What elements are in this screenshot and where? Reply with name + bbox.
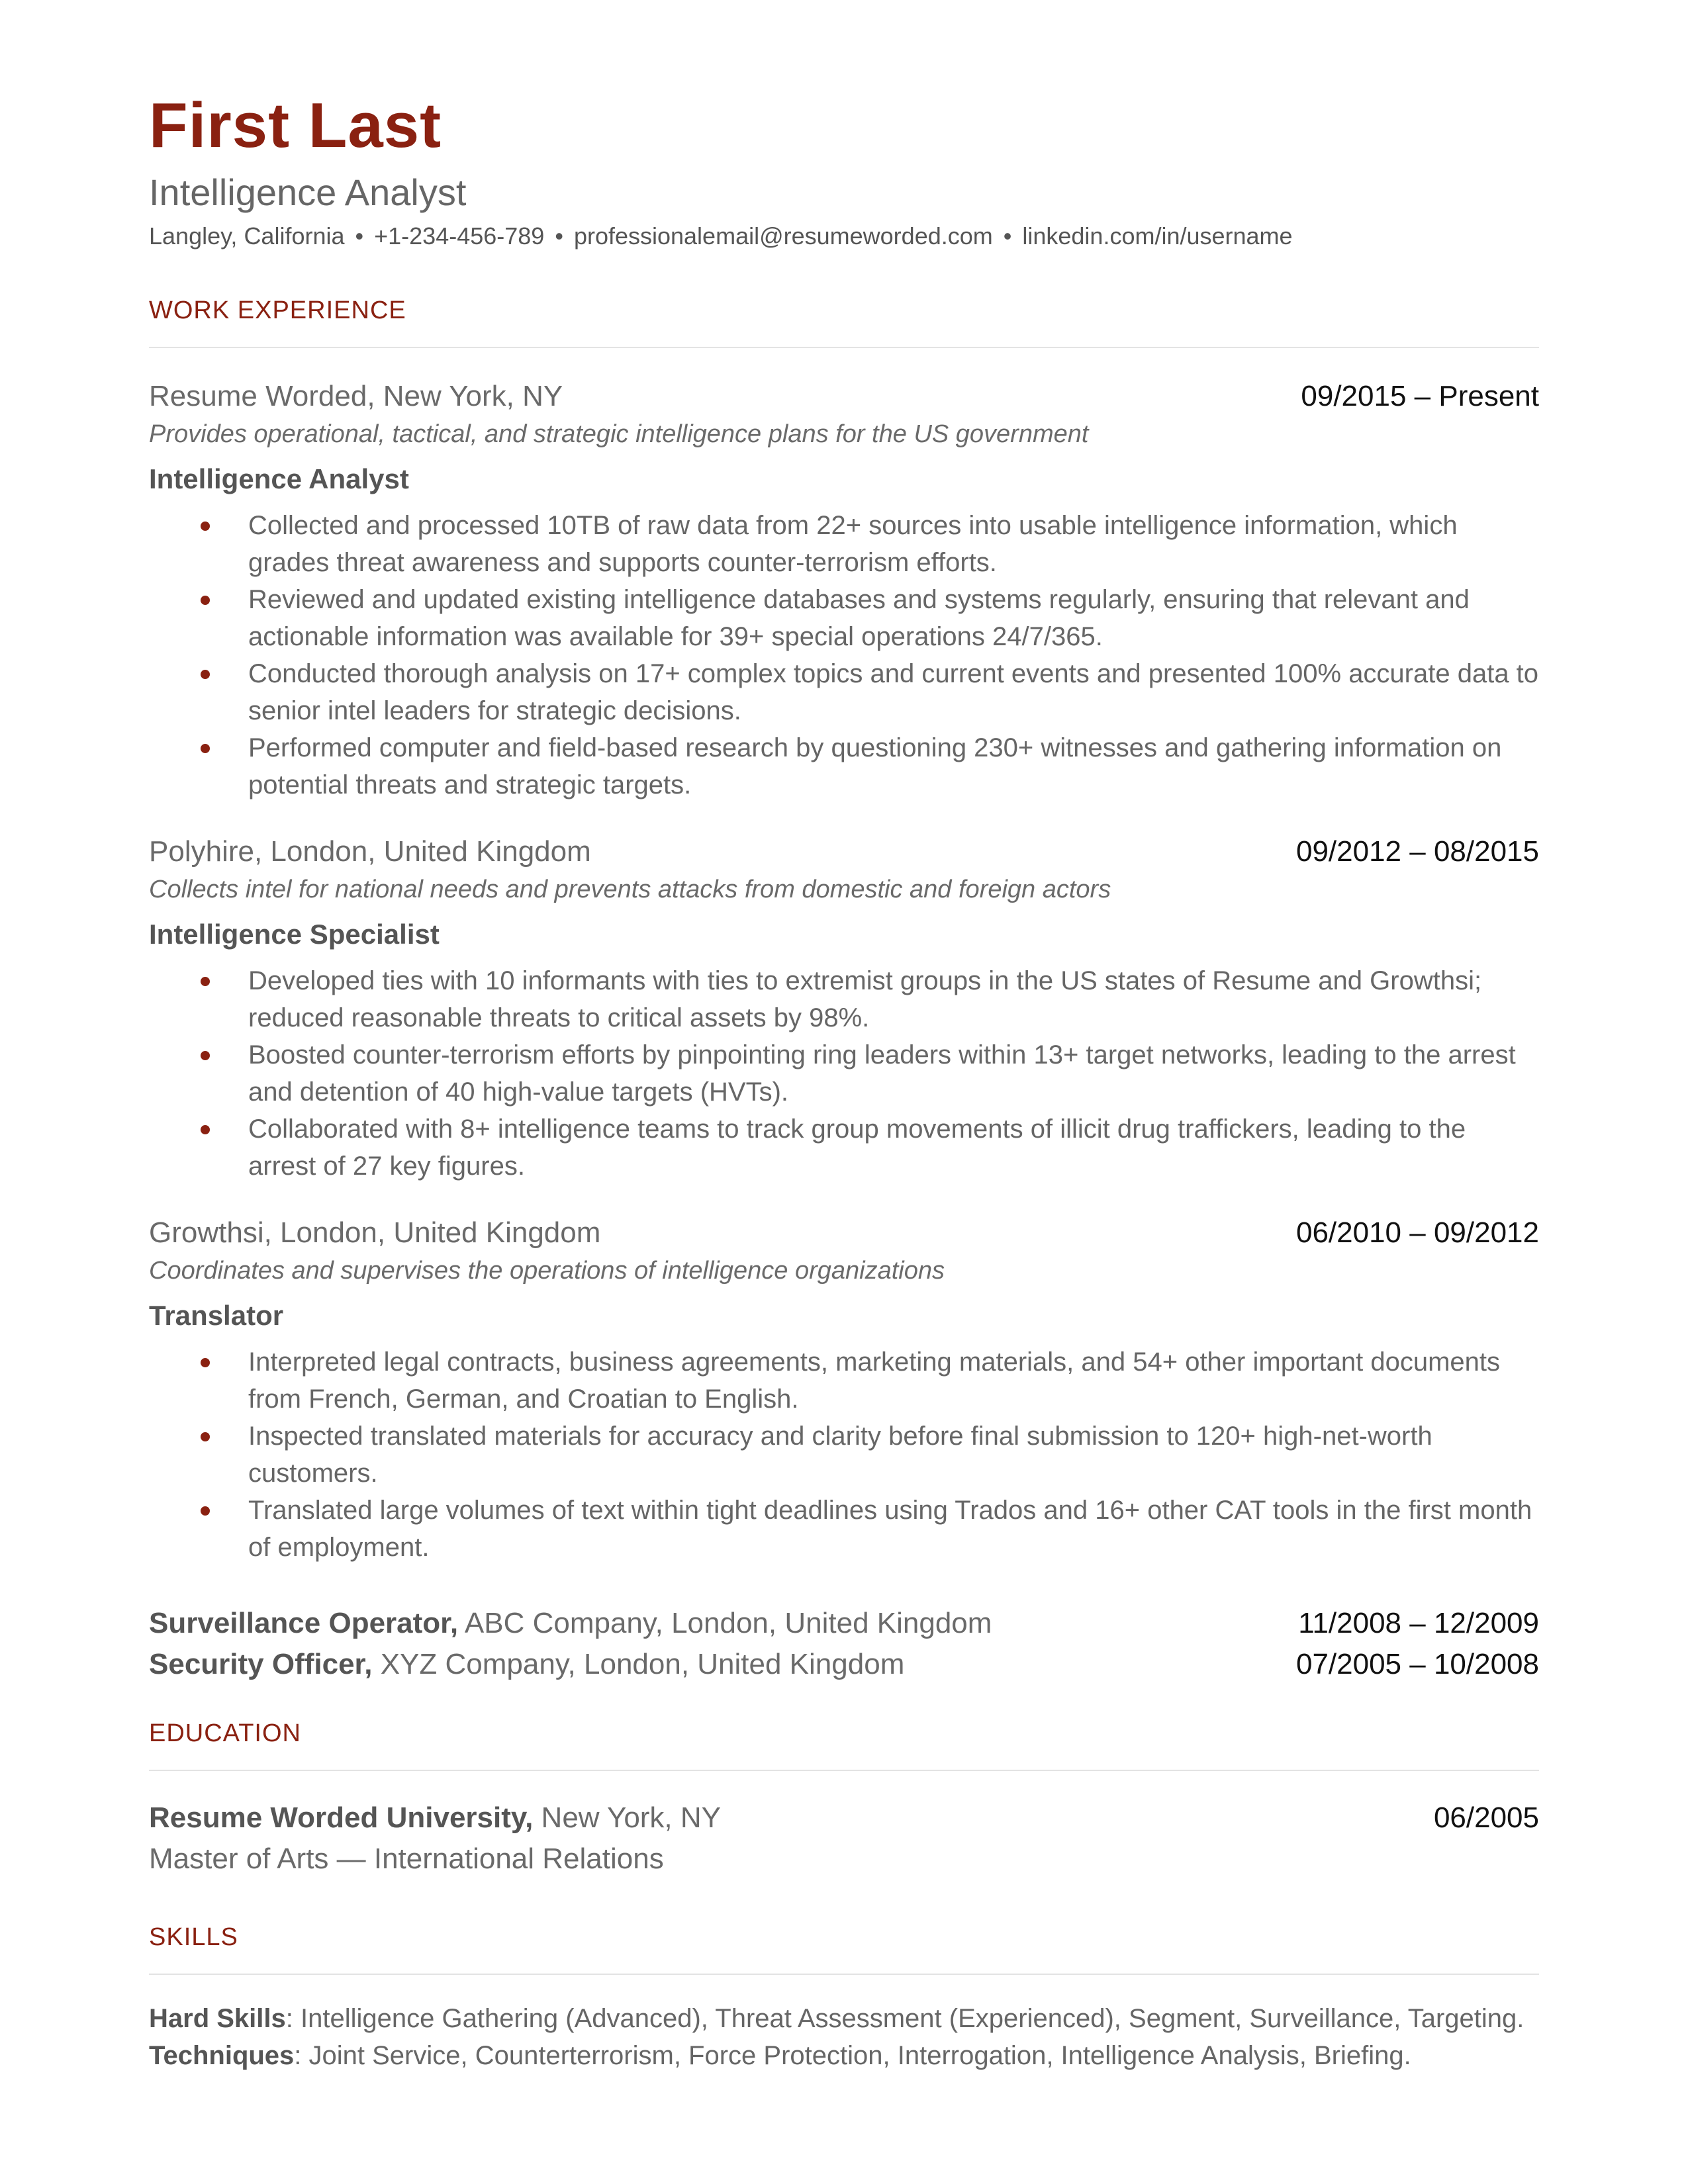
techniques-line [149,2037,1539,2074]
job-bullet-text: Conducted thorough analysis on 17+ complex topics and current events and presented 100% accurate data to senior intel leaders for strategic decisions. [248,659,1539,725]
techniques-text: : Joint Service, Counterterrorism, Force Protection, Interrogation, Intelligence Analysis, Briefing. [294,2041,1411,2070]
bullet-dot-icon [201,1125,210,1134]
job-description: Collects intel for national needs and prevents attacks from domestic and foreign actors [149,876,1111,903]
job-title: Translator [149,1300,284,1331]
bullet-dot-icon [201,744,210,753]
job-entry [149,377,1539,803]
education-school: Resume Worded University, [149,1801,534,1834]
job-description: Coordinates and supervises the operations of intelligence organizations [149,1257,945,1285]
short-job-dates: 11/2008 – 12/2009 [1298,1607,1539,1639]
job-bullets [149,962,1539,1185]
contact-separator: • [555,222,563,250]
skills-block [149,2000,1539,2074]
techniques-label: Techniques [149,2041,295,2070]
contact-linkedin[interactable]: linkedin.com/in/username [1022,222,1293,250]
section-divider [149,347,1539,348]
job-bullet [149,1418,1539,1492]
contact-separator: • [1003,222,1012,250]
job-bullet [149,1492,1539,1566]
job-bullet [149,1343,1539,1418]
bullet-dot-icon [201,670,210,679]
bullet-dot-icon [201,1358,210,1367]
job-bullet-text: Boosted counter-terrorism efforts by pinpointing ring leaders within 13+ target networks, leading to the arrest and detention of 40 high-value targets (HVTs). [248,1040,1516,1107]
job-bullet [149,581,1539,655]
contact-email[interactable]: professionalemail@resumeworded.com [573,222,993,250]
short-job-title: Surveillance Operator, [149,1607,459,1639]
section-divider [149,1770,1539,1771]
contact-separator: • [355,222,364,250]
candidate-role: Intelligence Analyst [149,171,467,213]
job-dates: 09/2015 – Present [1301,380,1539,412]
education-entry [149,1797,1539,1880]
job-bullet-text: Performed computer and field-based research by questioning 230+ witnesses and gathering information on potential threats and strategic targets. [248,733,1502,799]
bullet-dot-icon [201,1432,210,1441]
bullet-dot-icon [201,977,210,986]
job-bullet-text: Reviewed and updated existing intelligence databases and systems regularly, ensuring that relevant and actionable information was available for 39+ special operations 24/7/365. [248,585,1470,651]
job-title: Intelligence Analyst [149,463,409,494]
short-job-company: XYZ Company, London, United Kingdom [372,1648,905,1680]
job-bullet-text: Interpreted legal contracts, business agreements, marketing materials, and 54+ other important documents from French, German, and Croatian to English. [248,1347,1500,1414]
short-job-row [149,1603,1539,1644]
job-bullet-text: Collaborated with 8+ intelligence teams to track group movements of illicit drug traffickers, leading to the arrest of 27 key figures. [248,1115,1466,1181]
job-header-row [149,377,1539,416]
short-job-row [149,1644,1539,1685]
short-jobs-list [149,1603,1539,1685]
job-company: Polyhire, London, United Kingdom [149,835,591,868]
job-bullets [149,1343,1539,1566]
section-title-work: WORK EXPERIENCE [149,296,406,324]
hard-skills-text: : Intelligence Gathering (Advanced), Threat Assessment (Experienced), Segment, Surveillance, Targeting. [285,2004,1524,2033]
job-bullet-text: Developed ties with 10 informants with ties to extremist groups in the US states of Resume and Growthsi; reduced reasonable threats to critical assets by 98%. [248,966,1482,1032]
section-divider [149,1974,1539,1975]
education-degree: Master of Arts — International Relations [149,1843,664,1875]
job-bullet [149,1111,1539,1185]
hard-skills-label: Hard Skills [149,2004,286,2033]
bullet-dot-icon [201,596,210,605]
short-job-company: ABC Company, London, United Kingdom [458,1607,992,1639]
job-entry [149,833,1539,1185]
job-bullet [149,655,1539,729]
contact-phone: +1-234-456-789 [374,222,545,250]
resume-page [149,86,1539,2074]
job-dates: 09/2012 – 08/2015 [1295,835,1539,868]
bullet-dot-icon [201,1506,210,1516]
bullet-dot-icon [201,522,210,531]
contact-line [149,220,1539,253]
education-row [149,1797,1539,1839]
job-bullet [149,507,1539,581]
work-experience-list [149,377,1539,1566]
job-header-row [149,833,1539,871]
job-company: Resume Worded, New York, NY [149,380,563,412]
job-bullet-text: Translated large volumes of text within tight deadlines using Trados and 16+ other CAT tools in the first month of employment. [248,1496,1532,1562]
job-title: Intelligence Specialist [149,919,440,950]
candidate-name: First Last [149,90,442,161]
job-company: Growthsi, London, United Kingdom [149,1216,601,1249]
bullet-dot-icon [201,1051,210,1060]
education-location: New York, NY [533,1801,722,1834]
job-bullet-text: Collected and processed 10TB of raw data from 22+ sources into usable intelligence information, which grades threat awareness and supports counter-terrorism efforts. [248,511,1458,577]
short-job-dates: 07/2005 – 10/2008 [1295,1648,1539,1680]
job-bullet [149,1036,1539,1111]
contact-location: Langley, California [149,222,345,250]
education-date: 06/2005 [1433,1801,1539,1834]
short-job-title: Security Officer, [149,1648,373,1680]
section-title-education: EDUCATION [149,1719,301,1747]
job-description: Provides operational, tactical, and strategic intelligence plans for the US government [149,420,1089,448]
hard-skills-line [149,2000,1539,2037]
job-bullet [149,962,1539,1036]
section-title-skills: SKILLS [149,1923,238,1951]
job-bullets [149,507,1539,803]
job-bullet [149,729,1539,803]
job-entry [149,1214,1539,1566]
job-header-row [149,1214,1539,1252]
job-bullet-text: Inspected translated materials for accuracy and clarity before final submission to 120+ high-net-worth customers. [248,1422,1432,1488]
job-dates: 06/2010 – 09/2012 [1295,1216,1539,1249]
